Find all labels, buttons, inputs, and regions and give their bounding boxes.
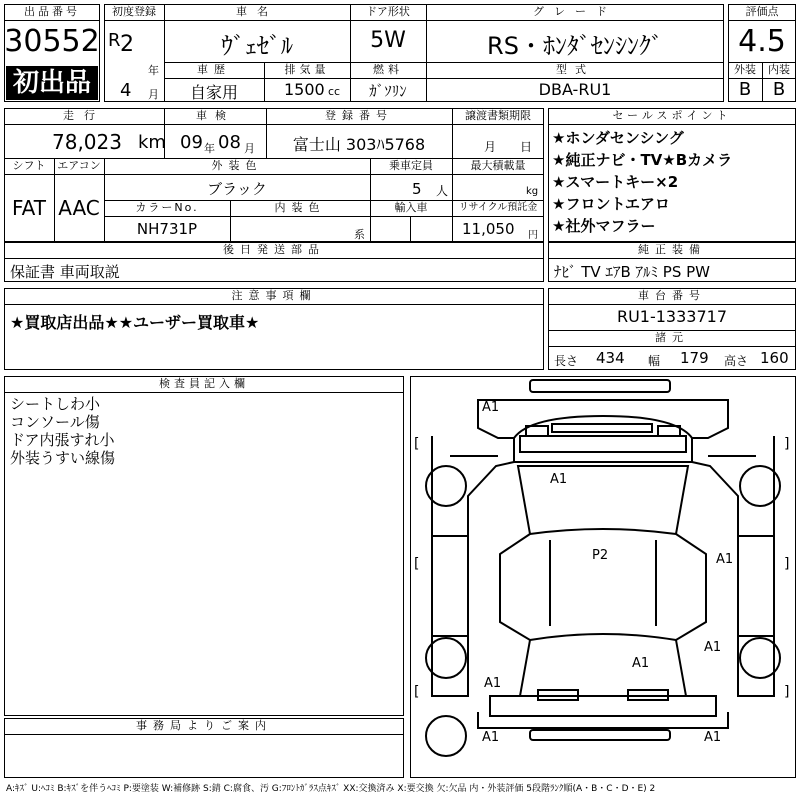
year-unit: 年 (148, 64, 159, 77)
damage-mark-left-bumper: A1 (484, 676, 502, 691)
svg-text:]: ] (784, 436, 790, 452)
fuel: ｶﾞｿﾘﾝ (369, 82, 407, 100)
door-type: 5W (370, 28, 406, 53)
recycle: 11,050 (462, 220, 515, 238)
era: R (108, 30, 121, 51)
first-reg-year: 2 (120, 32, 134, 57)
svg-text:[: [ (414, 556, 420, 572)
inspector-note: シートしわ小 (10, 395, 101, 413)
shift: FAT (11, 196, 46, 220)
mileage-unit: km (138, 132, 166, 153)
chassis-number: RU1-1333717 (616, 307, 728, 326)
exterior-label: 外装 (734, 63, 756, 76)
transfer-month-unit: 月 (484, 140, 497, 154)
svg-text:[: [ (414, 684, 420, 700)
recycle-label: リサイクル預託金 (458, 202, 538, 213)
inspection-year-unit: 年 (204, 142, 215, 155)
history-label: 車歴 (197, 63, 231, 76)
lot-number: 30552 (4, 24, 100, 59)
chassis-label: 車台番号 (638, 289, 706, 302)
fuel-label: 燃料 (373, 63, 403, 76)
first-reg-month: 4 (120, 80, 132, 101)
displacement: 1500 (284, 80, 325, 99)
damage-mark-right-door: A1 (716, 552, 734, 567)
svg-text:]: ] (784, 556, 790, 572)
sales-point-item: ★ホンダセンシング (552, 129, 684, 147)
notes-label: 注意事項欄 (231, 289, 317, 302)
height-label: 高さ (724, 354, 749, 368)
shift-label: シフト (12, 159, 46, 172)
interior-label: 内装 (768, 63, 790, 76)
inspection-month: 08 (218, 132, 241, 153)
capacity-label: 乗車定員 (389, 159, 433, 172)
recycle-unit: 円 (528, 230, 538, 241)
damage-mark-bottom-right: A1 (704, 730, 722, 745)
car-name: ｳﾞｪｾﾞﾙ (221, 32, 293, 60)
door-type-label: ドア形状 (366, 5, 410, 18)
grade-label: グレード (533, 5, 617, 18)
score-label: 評価点 (745, 5, 779, 18)
displacement-label: 排気量 (284, 63, 330, 76)
capacity-unit: 人 (436, 184, 449, 198)
history: 自家用 (189, 83, 238, 102)
capacity: 5 (412, 180, 422, 198)
sales-point-item: ★スマートキー×2 (552, 173, 679, 191)
equipment-value: ﾅﾋﾞ TV ｴｱB ｱﾙﾐ PS PW (554, 263, 710, 281)
color: ブラック (207, 180, 267, 198)
damage-mark-roof: A1 (550, 472, 568, 487)
interior-color-label: 内装色 (274, 201, 326, 214)
lot-number-label: 出品番号 (24, 5, 80, 18)
inspector-note: ドア内張すれ小 (10, 431, 115, 449)
interior-color-unit: 系 (354, 228, 365, 241)
length-label: 長さ (554, 354, 579, 368)
mileage-label: 走行 (63, 109, 105, 122)
height: 160 (760, 349, 789, 367)
first-reg-label: 初度登録 (112, 5, 156, 18)
sales-point-item: ★社外マフラー (552, 217, 656, 235)
sales-point-item: ★純正ナビ・TV★Bカメラ (552, 151, 733, 169)
svg-text:[: [ (414, 436, 420, 452)
model-code-label: 型式 (556, 63, 594, 76)
displacement-unit: cc (328, 85, 341, 98)
damage-mark-windshield: A1 (632, 656, 650, 671)
mileage: 78,023 (52, 130, 122, 154)
sales-points-list (552, 127, 796, 237)
import-label: 輸入車 (394, 201, 428, 214)
inspection-month-unit: 月 (244, 142, 255, 155)
ac: AAC (58, 196, 100, 220)
sales-point-item: ★フロントエアロ (552, 195, 670, 213)
legend: A:ｷｽﾞ U:ﾍｺﾐ B:ｷｽﾞを伴うﾍｺﾐ P:要塗装 W:補修跡 S:錆 C:腐食、汚 G:ﾌﾛﾝﾄｶﾞﾗｽ点ｷｽﾞ XX:交換済み X:要交換 欠:欠品 内・外装評価 5段階ﾗﾝｸ順(A・B・C・D・E) 2 (6, 784, 656, 794)
transfer-label: 譲渡書類期限 (465, 109, 531, 122)
width-label: 幅 (648, 354, 661, 368)
inspector-label: 検査員記入欄 (159, 377, 249, 390)
sales-points-label: セールスポイント (612, 109, 732, 122)
inspection-year: 09 (180, 132, 203, 153)
transfer-day-unit: 日 (520, 140, 533, 154)
equipment-label: 純正装備 (638, 243, 706, 256)
grade: RS・ﾎﾝﾀﾞｾﾝｼﾝｸﾞ (487, 32, 663, 60)
inspection-label: 車検 (196, 109, 234, 122)
car-name-label: 車名 (236, 5, 278, 18)
exterior-grade: B (738, 79, 752, 100)
month-unit: 月 (148, 88, 159, 101)
color-label: 外装色 (211, 159, 263, 172)
svg-text:]: ] (784, 684, 790, 700)
later-parts-value: 保証書 車両取説 (10, 263, 120, 281)
plate: 富士山 303ﾊ5768 (292, 135, 426, 154)
load-label: 最大積載量 (470, 159, 526, 172)
interior-grade: B (772, 79, 786, 100)
plate-label: 登録番号 (325, 109, 393, 122)
color-no-label: カラーNo. (135, 201, 199, 214)
car-diagram (410, 376, 796, 778)
first-listing-badge: 初出品 (6, 66, 98, 100)
later-parts-label: 後日発送部品 (223, 243, 325, 256)
color-no: NH731P (136, 220, 198, 238)
damage-mark-rear-left: A1 (482, 400, 500, 415)
ac-label: エアコン (57, 159, 101, 172)
inspector-notes (10, 395, 115, 467)
load-unit: kg (526, 186, 539, 197)
damage-mark-right-fender: A1 (704, 640, 722, 655)
dims-label: 諸元 (655, 331, 689, 344)
length: 434 (596, 349, 625, 367)
score: 4.5 (738, 24, 786, 59)
width: 179 (680, 349, 709, 367)
model-code: DBA-RU1 (538, 80, 612, 99)
damage-mark-bottom-left: A1 (482, 730, 500, 745)
damage-mark-hood: P2 (592, 548, 609, 563)
inspector-note: コンソール傷 (10, 413, 100, 431)
office-label: 事務局よりご案内 (136, 719, 272, 732)
inspector-note: 外装うすい線傷 (10, 449, 116, 467)
notes-value: ★買取店出品★★ユーザー買取車★ (10, 313, 260, 332)
